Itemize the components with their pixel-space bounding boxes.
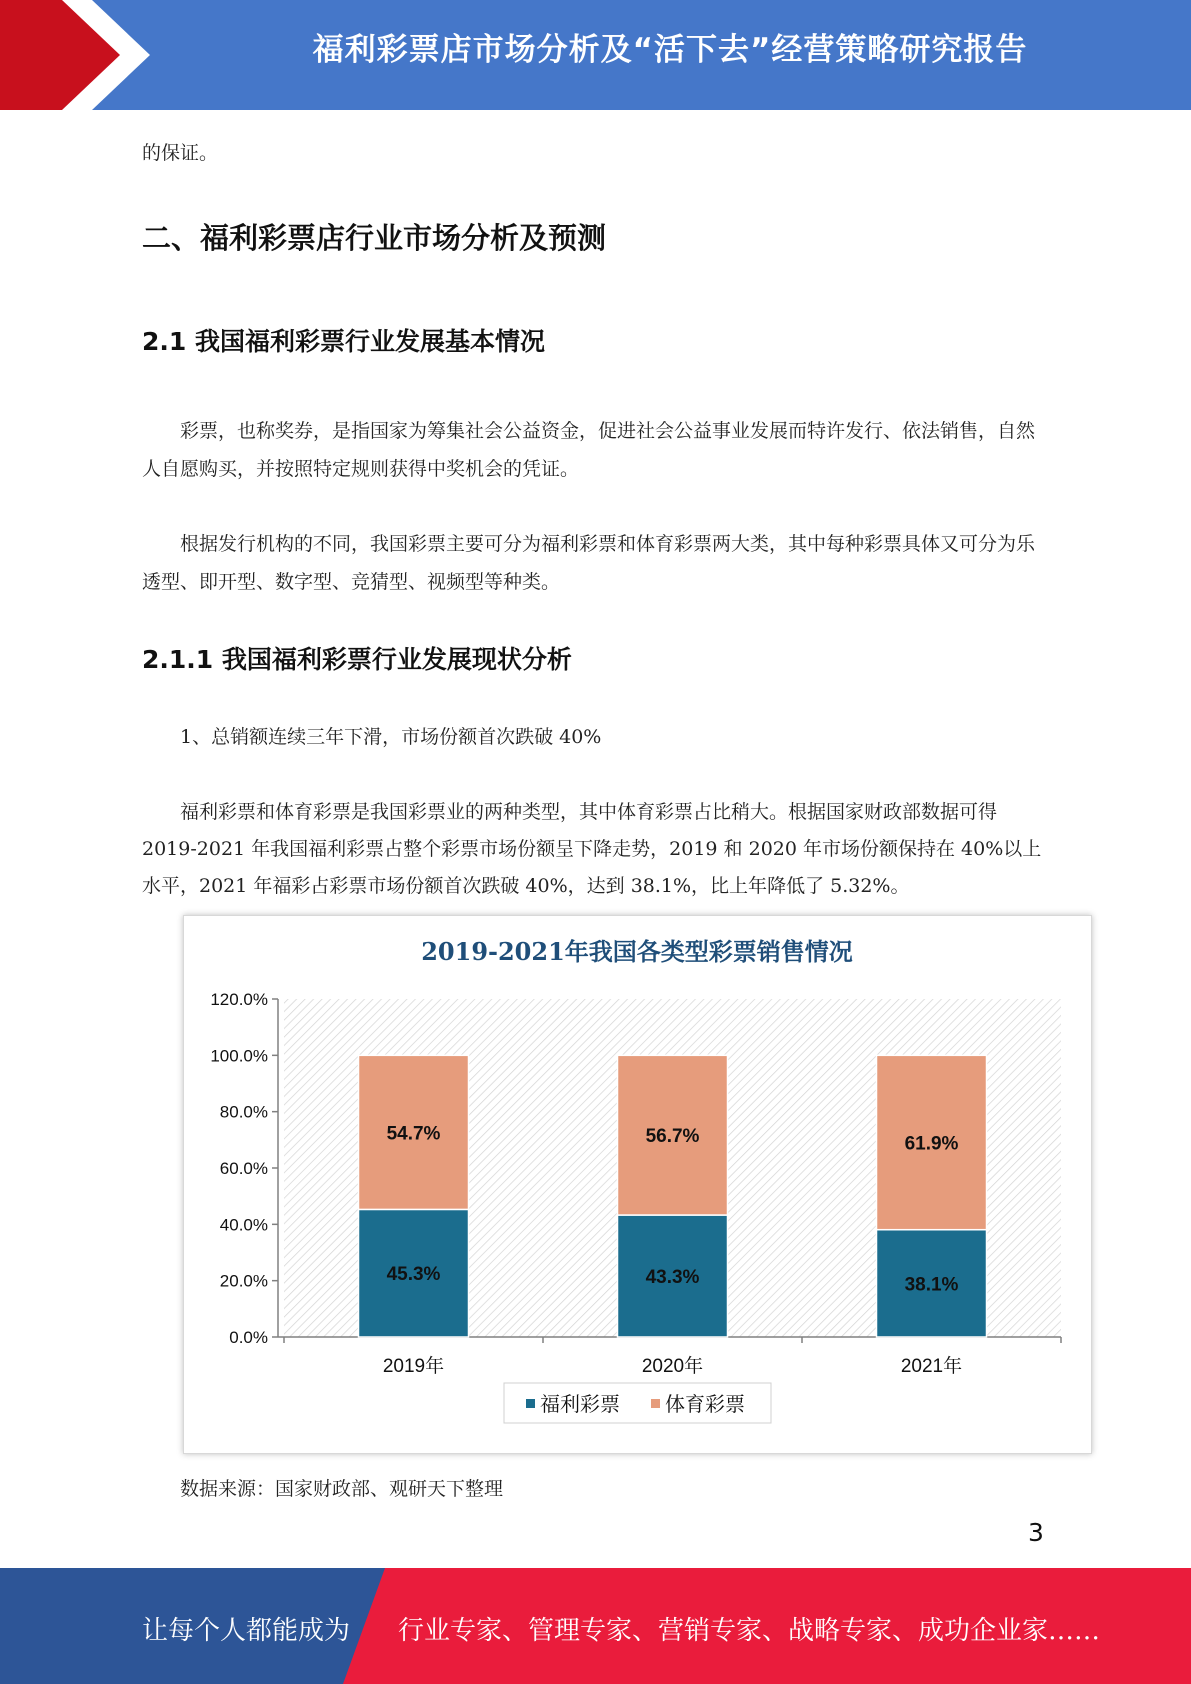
y-tick-label: 20.0%: [219, 1271, 268, 1291]
page-header: [0, 0, 1191, 110]
x-tick-label: 2021年: [900, 1356, 963, 1377]
section-title: 二、福利彩票店行业市场分析及预测: [142, 221, 607, 255]
y-tick-label: 120.0%: [210, 990, 268, 1009]
y-tick-label: 0.0%: [229, 1328, 268, 1347]
bar-data-label: 45.3%: [386, 1264, 441, 1286]
footer-slogan-right: 行业专家、管理专家、营销专家、战略专家、成功企业家……: [398, 1616, 1101, 1646]
page-number: 3: [1028, 1518, 1044, 1547]
data-source: 数据来源：国家财政部、观研天下整理: [180, 1478, 504, 1500]
paragraph-classification: 根据发行机构的不同，我国彩票主要可分为福利彩票和体育彩票两大类，其中每种彩票具体又可分为乐透型、即开型、数字型、竞猜型、视频型等种类。: [142, 533, 1036, 593]
report-title: 福利彩票店市场分析及“活下去”经营策略研究报告: [312, 32, 1028, 68]
point-heading: 1、总销额连续三年下滑，市场份额首次跌破 40%: [180, 726, 602, 748]
header-chevron-icon: [0, 0, 160, 110]
y-tick-label: 40.0%: [219, 1215, 268, 1235]
footer-slogan-left: 让每个人都能成为: [142, 1616, 351, 1646]
legend-swatch: [526, 1399, 535, 1408]
x-tick-label: 2020年: [641, 1356, 704, 1377]
stacked-bar-chart: [184, 916, 1091, 1453]
bar-data-label: 38.1%: [904, 1274, 959, 1296]
subsubsection-title: 2.1.1 我国福利彩票行业发展现状分析: [142, 645, 572, 674]
y-tick-label: 80.0%: [219, 1102, 268, 1122]
y-tick-label: 100.0%: [210, 1046, 268, 1066]
continued-text: 的保证。: [142, 142, 219, 164]
bar-data-label: 56.7%: [645, 1126, 700, 1148]
bar-data-label: 61.9%: [904, 1133, 959, 1155]
legend-entry: 体育彩票: [665, 1392, 745, 1416]
chart-frame: [183, 915, 1092, 1454]
chart-title: 2019-2021年我国各类型彩票销售情况: [421, 937, 853, 966]
bar-data-label: 54.7%: [386, 1123, 441, 1145]
paragraph-market-share: 福利彩票和体育彩票是我国彩票业的两种类型，其中体育彩票占比稍大。根据国家财政部数据可得 2019-2021 年我国福利彩票占整个彩票市场份额呈下降走势，2019 和 2020 年市场份额保持在 40%以上水平，2021 年福彩占彩票市场份额首次跌破 40%，达到 38.1%，比上年降低了 5.32%。: [142, 801, 1042, 897]
paragraph-definition: 彩票，也称奖券，是指国家为筹集社会公益资金，促进社会公益事业发展而特许发行、依法销售，自然人自愿购买，并按照特定规则获得中奖机会的凭证。: [142, 420, 1036, 480]
legend-entry: 福利彩票: [540, 1392, 620, 1416]
y-tick-label: 60.0%: [219, 1159, 268, 1178]
subsection-title: 2.1 我国福利彩票行业发展基本情况: [142, 327, 545, 356]
legend-swatch: [651, 1399, 660, 1408]
x-tick-label: 2019年: [382, 1356, 445, 1377]
bar-data-label: 43.3%: [645, 1267, 700, 1289]
